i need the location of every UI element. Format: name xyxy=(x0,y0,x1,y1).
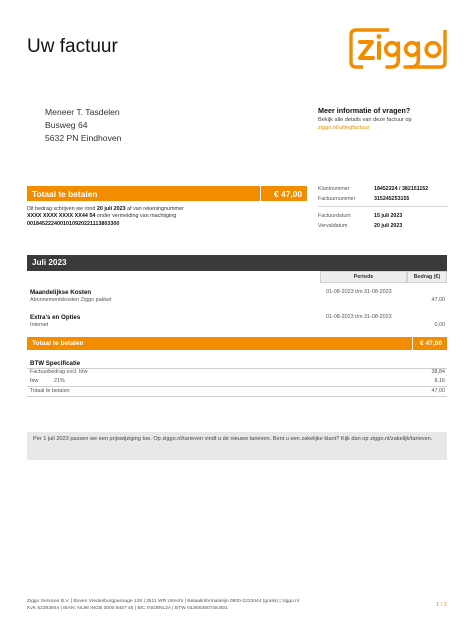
vat-amount: 8,16 xyxy=(434,378,445,384)
invoice-number-row xyxy=(318,194,448,204)
amount-due-label: Totaal te betalen xyxy=(32,188,98,199)
vat-title: BTW Specificatie xyxy=(30,360,81,367)
payment-text-1: Dit bedrag schrijven we rond xyxy=(27,206,96,212)
customer-name: Meneer T. Tasdelen xyxy=(45,107,120,117)
period-column-header: Periode xyxy=(320,271,407,283)
payment-text-3: onder vermelding van machtiging xyxy=(96,213,177,220)
statement-total-label: Totaal te betalen xyxy=(32,340,84,347)
line-item-amount: 47,00 xyxy=(431,297,445,303)
vat-divider xyxy=(27,368,447,369)
customer-address xyxy=(45,106,121,145)
bar-divider xyxy=(412,337,413,350)
invoice-number-label: Factuurnummer xyxy=(318,196,356,202)
info-block xyxy=(318,106,412,131)
vat-rate: 21% xyxy=(54,378,65,384)
amount-due-value: € 47,00 xyxy=(274,188,302,199)
line-item-subtitle: Abonnementskosten Ziggo pakket xyxy=(30,297,112,303)
meta-divider xyxy=(318,206,448,209)
customer-number: 18452224 / 382151152 xyxy=(374,186,429,192)
amount-due-bar xyxy=(27,186,307,201)
vat-excl-amount: 38,84 xyxy=(431,369,445,375)
ziggo-logo xyxy=(349,27,449,73)
payment-instructions xyxy=(27,206,297,228)
invoice-meta xyxy=(318,184,448,231)
customer-number-row xyxy=(318,184,448,194)
statement-total-amount: € 47,00 xyxy=(420,340,442,347)
vat-label: btw xyxy=(30,378,39,384)
mandate-reference: 0018452224001010920221113803300 xyxy=(27,220,120,227)
line-item-amount: 0,00 xyxy=(434,322,445,328)
amount-column-header: Bedrag (€) xyxy=(407,271,447,283)
statement-month-bar: Juli 2023 xyxy=(27,255,447,271)
vat-excl-label: Factuurbedrag excl. btw xyxy=(30,369,88,375)
due-date-row xyxy=(318,221,448,231)
info-subtitle: Bekijk alle details van deze factuur op xyxy=(318,117,412,123)
payment-date: 20 juli 2023 xyxy=(96,206,126,212)
statement-total-bar xyxy=(27,337,447,350)
footer-line-2: KvK 62393944 | IBAN: NL98 INGB 0000 8457 45 | BIC INGBNL2A | BTW NL855480748.B01 xyxy=(27,606,228,611)
due-date: 20 juli 2023 xyxy=(374,223,403,229)
invoice-date-label: Factuurdatum xyxy=(318,213,351,219)
bar-divider xyxy=(260,186,261,201)
line-item-period: 01-08-2023 t/m 31-08-2023 xyxy=(326,314,392,320)
info-title: Meer informatie of vragen? xyxy=(318,106,411,115)
invoice-date-row xyxy=(318,211,448,221)
payment-text-2: af van rekeningnummer xyxy=(127,206,184,212)
customer-number-label: Klantnummer xyxy=(318,186,350,192)
customer-street: Busweg 64 xyxy=(45,120,88,130)
customer-city: 5632 PN Eindhoven xyxy=(45,133,122,143)
invoice-explanation-link[interactable]: ziggo.nl/uitlegfactuur xyxy=(318,125,370,131)
invoice-date: 15 juli 2023 xyxy=(374,213,403,219)
vat-total-amount: 47,00 xyxy=(431,388,445,394)
line-item-title: Extra's en Opties xyxy=(30,314,81,321)
line-item-subtitle: Internet xyxy=(30,322,49,328)
vat-divider xyxy=(27,396,447,397)
footer-line-1: Ziggo Services B.V. | Boven Vredenburgpassage 128 | 3511 WR Utrecht | Betaalinformatielijn 0800-2233444 (gratis) | ziggo.nl xyxy=(27,599,299,604)
account-number: XXXX XXXX XXXX XX44 54 xyxy=(27,213,96,220)
page-title: Uw factuur xyxy=(27,36,118,57)
page-indicator: 1 / 2 xyxy=(436,602,447,608)
line-item-period: 01-08-2023 t/m 31-08-2023 xyxy=(326,289,392,295)
line-item-title: Maandelijkse Kosten xyxy=(30,289,92,296)
vat-divider xyxy=(27,386,447,387)
due-date-label: Vervaldatum xyxy=(318,223,348,229)
price-change-notice: Per 1 juli 2023 passen we een prijswijziging toe. Op ziggo.nl/tarieven vindt u de nieuwe tarieven. Bent u een zakelijke klant? Kijk dan op ziggo.nl/zakelijk/tarieven. xyxy=(27,432,447,460)
vat-total-label: Totaal te betalen xyxy=(30,388,70,394)
footer xyxy=(27,598,299,612)
invoice-number: 315245253155 xyxy=(374,196,410,202)
